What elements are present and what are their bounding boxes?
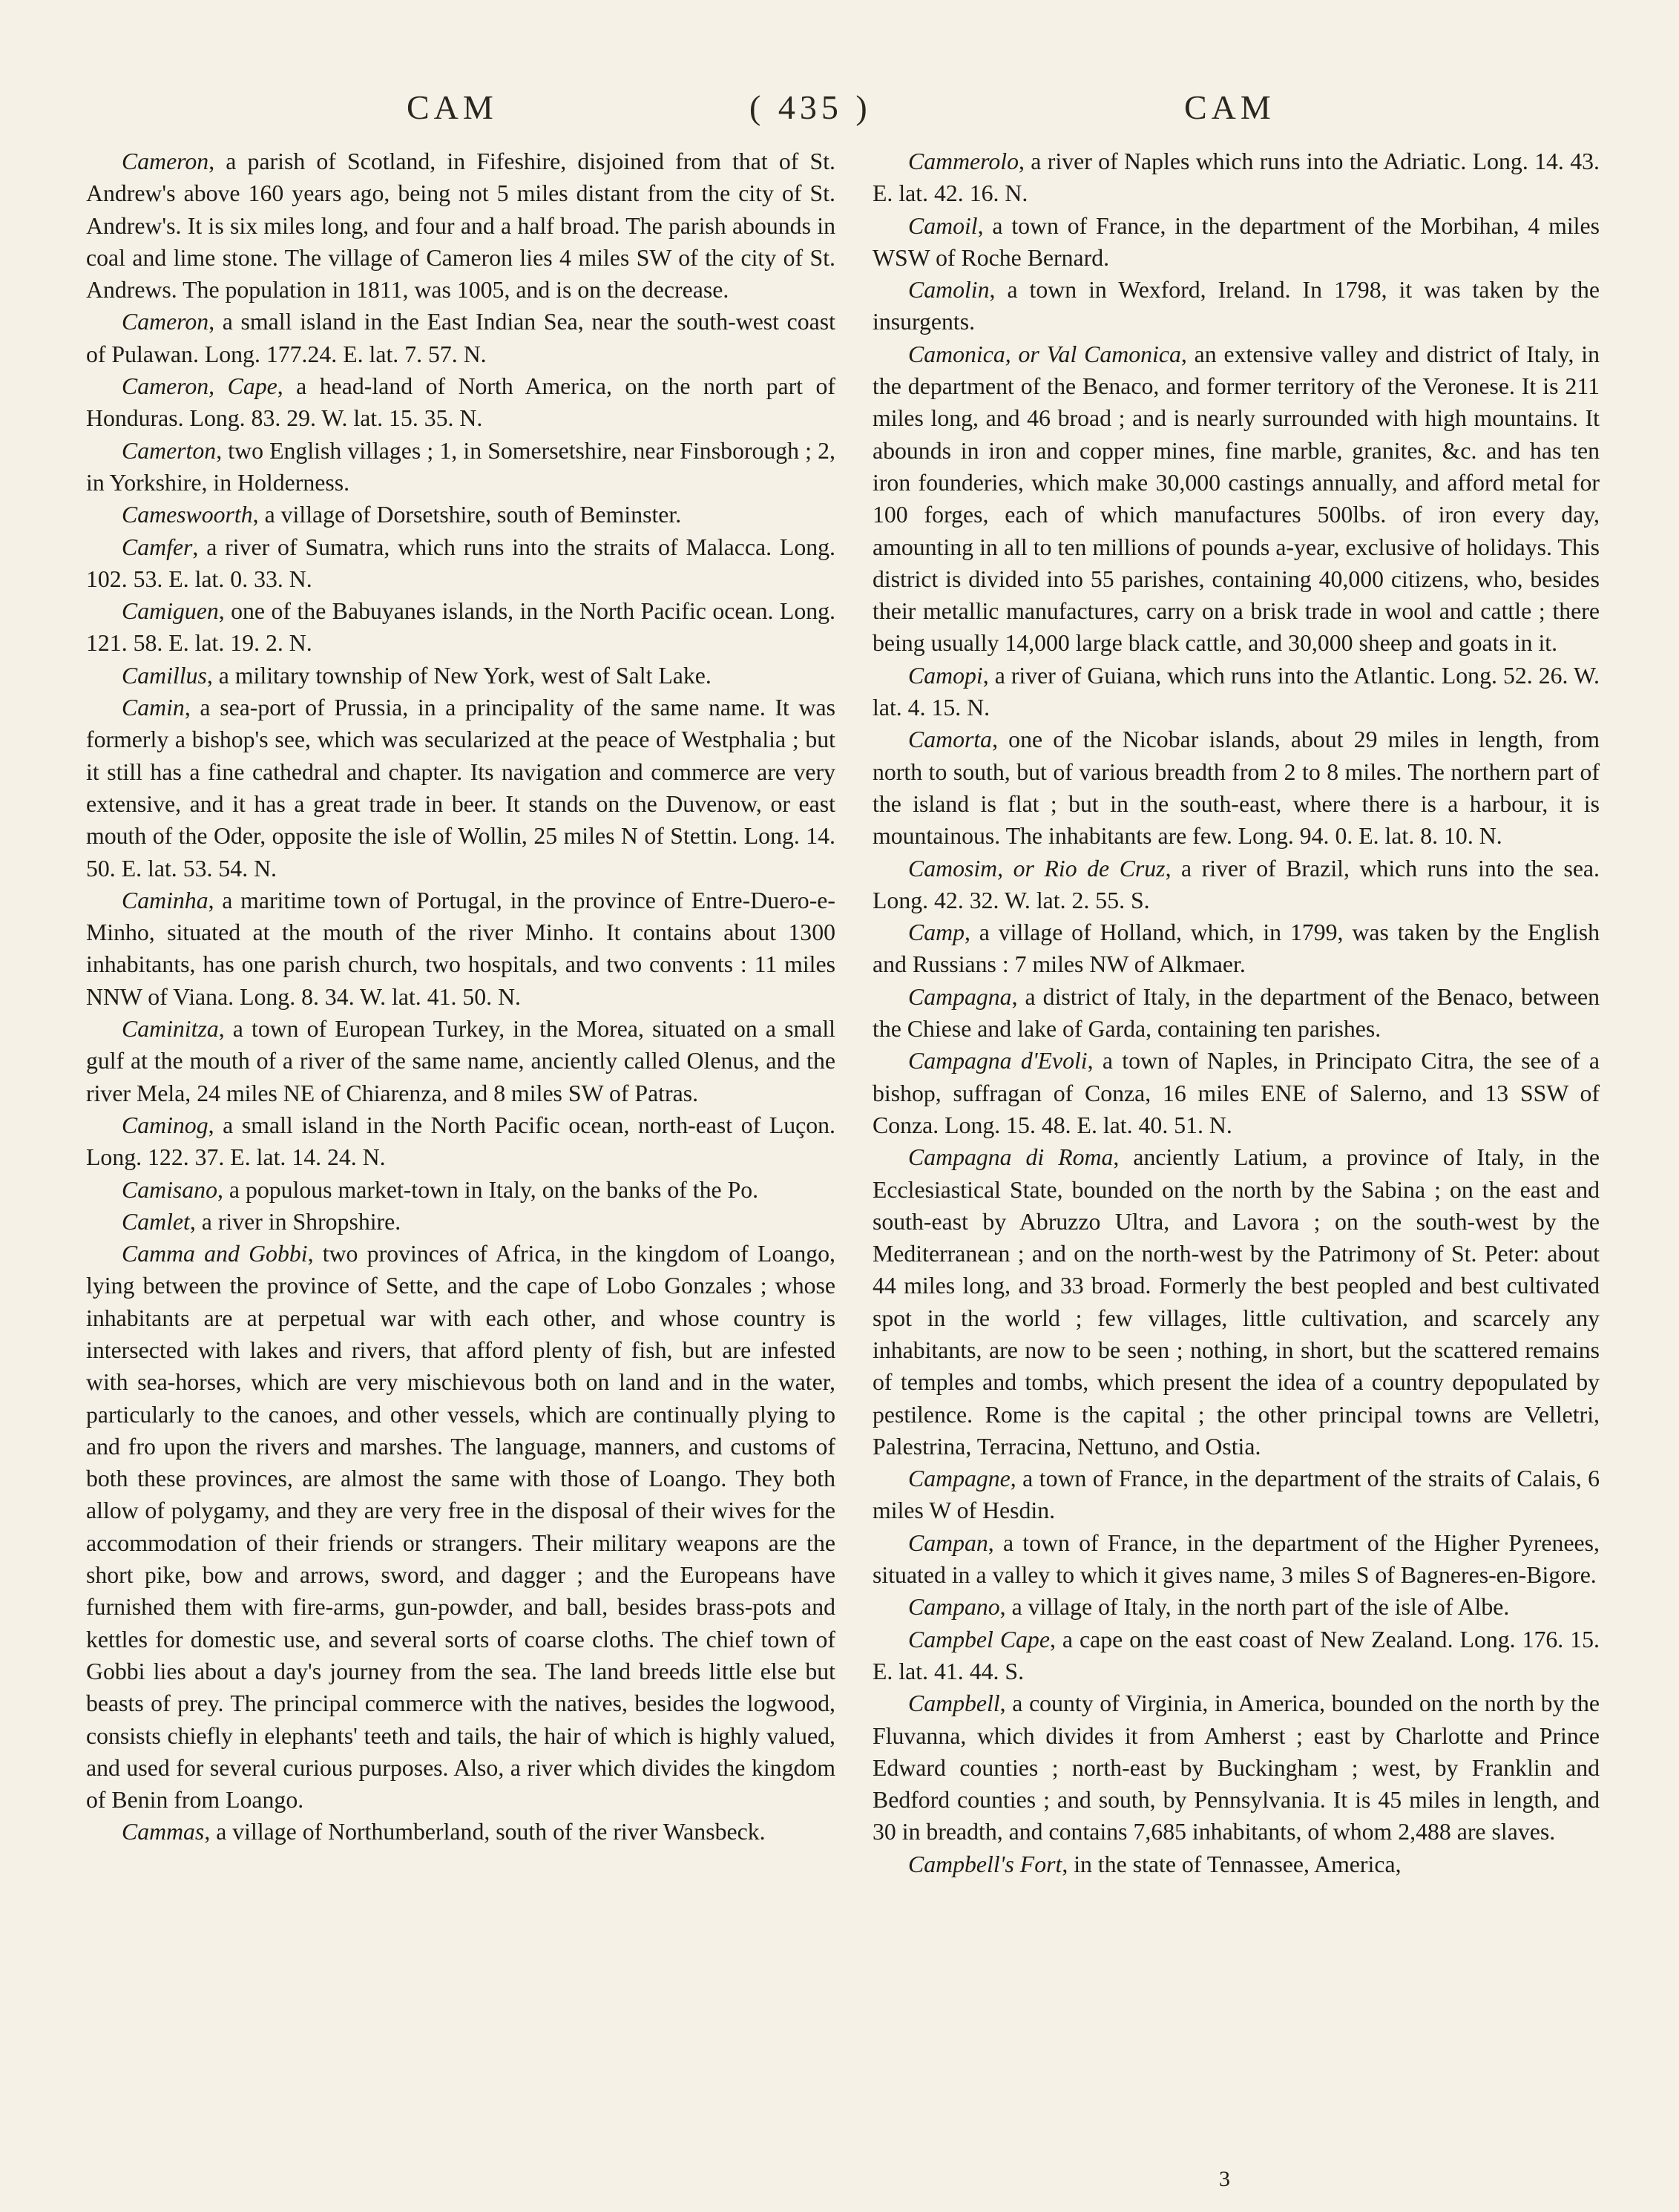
entry-headword: Camlet xyxy=(122,1208,190,1235)
entry-text: , a cape on the east coast of New Zealand. Long. 176. 15. E. lat. 41. 44. S. xyxy=(873,1626,1600,1684)
entry-text: , a river of Naples which runs into the Adriatic. Long. 14. 43. E. lat. 42. 16. N. xyxy=(873,148,1600,207)
dictionary-entry xyxy=(86,499,835,531)
entry-headword: Camfer xyxy=(122,534,193,560)
entry-headword: Camolin xyxy=(908,277,990,303)
dictionary-entry xyxy=(86,145,835,306)
entry-headword: Caminitza xyxy=(122,1016,219,1043)
dictionary-entry xyxy=(86,1238,835,1816)
entry-text: , a river of Guiana, which runs into the Atlantic. Long. 52. 26. W. lat. 4. 15. N. xyxy=(873,662,1600,721)
entry-headword: Caminog xyxy=(122,1112,208,1138)
dictionary-entry xyxy=(873,1463,1600,1527)
entry-text: , a village of Dorsetshire, south of Beminster. xyxy=(252,502,682,528)
entry-text: , a populous market-town in Italy, on the banks of the Po. xyxy=(217,1176,759,1203)
entry-headword: Campagne xyxy=(908,1466,1011,1492)
entry-text: , a town of Naples, in Principato Citra, the see of a bishop, suffragan of Conza, 16 miles ENE of Salerno, and 13 SSW of Conza. Long. 15. 48. E. lat. 40. 51. N. xyxy=(873,1048,1600,1138)
entry-headword: Caminha xyxy=(122,887,208,913)
entry-text: , two English villages ; 1, in Somersetshire, near Finsborough ; 2, in Yorkshire, in Holderness. xyxy=(86,437,835,496)
page-number: ( 435 ) xyxy=(749,88,872,126)
dictionary-entry xyxy=(86,1206,835,1238)
entry-text: , a sea-port of Prussia, in a principality of the same name. It was formerly a bishop's see, which was secularized at the peace of Westphalia ; but it still has a fine cathedral and chapter. Its navigation and commerce are very extensive, and it has a great trade in beer. It stands on the Duvenow, or east mouth of the Oder, opposite the isle of Wollin, 25 miles N of Stettin. Long. 14. 50. E. lat. 53. 54. N. xyxy=(86,695,835,882)
dictionary-entry xyxy=(86,435,835,499)
entry-headword: Camp xyxy=(908,919,965,946)
entry-headword: Camopi xyxy=(908,662,983,689)
dictionary-entry xyxy=(86,370,835,435)
entry-text: , a river of Brazil, which runs into the sea. Long. 42. 32. W. lat. 2. 55. S. xyxy=(873,855,1600,913)
dictionary-entry xyxy=(873,981,1600,1046)
entry-headword: Campagna xyxy=(908,983,1012,1010)
dictionary-entry xyxy=(873,660,1600,724)
entry-headword: Campagna di Roma xyxy=(908,1144,1114,1171)
dictionary-entry xyxy=(86,306,835,370)
entry-headword: Cammas xyxy=(122,1819,205,1845)
entry-text: , two provinces of Africa, in the kingdom of Loango, lying between the province of Sette, and the cape of Lobo Gonzales ; whose inhabitants are at perpetual war with each other, and whose country is intersected with lakes and rivers, that afford plenty of fish, but are infested with sea-horses, which are very mischievous both on land and in the water, particularly to the canoes, and other vessels, which are continually plying to and fro upon the rivers and marshes. The language, manners, and customs of both these provinces, are almost the same with those of Loango. They both allow of polygamy, and they are very free in the disposal of their wives for the accommodation of their friends or strangers. Their military weapons are the short pike, bow and arrows, sword, and dagger ; and the Europeans have furnished them with fire-arms, gun-powder, and ball, besides brass-pots and kettles for domestic use, and several sorts of coarse cloths. The chief town of Gobbi lies about a day's journey from the sea. The land breeds little else but beasts of prey. The principal commerce with the natives, besides the logwood, consists chiefly in elephants' teeth and tails, the hair of which is highly valued, and used for several curious purposes. Also, a river which divides the kingdom of Benin from Loango. xyxy=(86,1241,835,1814)
entry-headword: Camoil xyxy=(908,212,978,239)
entry-text: , one of the Nicobar islands, about 29 miles in length, from north to south, but of various breadth from 2 to 8 miles. The northern part of the island is flat ; but in the south-east, where there is a harbour, it is mountainous. The inhabitants are few. Long. 94. 0. E. lat. 8. 10. N. xyxy=(873,726,1600,850)
entry-headword: Cameron xyxy=(122,148,209,174)
dictionary-entry xyxy=(873,1591,1600,1623)
entry-headword: Camisano xyxy=(122,1176,217,1203)
entry-text: , a town of France, in the department of the straits of Calais, 6 miles W of Hesdin. xyxy=(873,1466,1600,1524)
entry-text: , a parish of Scotland, in Fifeshire, disjoined from that of St. Andrew's above 160 years ago, being not 5 miles distant from the city of St. Andrew's. It is six miles long, and four and a half broad. The parish abounds in coal and lime stone. The village of Cameron lies 4 miles SW of the city of St. Andrews. The population in 1811, was 1005, and is on the decrease. xyxy=(86,148,835,303)
entry-headword: Campbell's Fort xyxy=(908,1851,1062,1877)
entry-text: , anciently Latium, a province of Italy, in the Ecclesiastical State, bounded on the north by the Sabina ; on the east and south-east by Abruzzo Ultra, and Lavora ; on the south-west by the Mediterranean ; and on the north-west by the Patrimony of St. Peter: about 44 miles long, and 33 broad. Formerly the best peopled and best cultivated spot in the world ; few villages, little cultivation, and scarcely any inhabitants, are now to be seen ; nothing, in short, but the scattered remains of temples and tombs, which present the idea of a country depopulated by pestilence. Rome is the capital ; the other principal towns are Velletri, Palestrina, Terracina, Nettuno, and Ostia. xyxy=(873,1144,1600,1460)
entry-headword: Camonica, or Val Camonica xyxy=(908,341,1181,367)
entry-text: , a village of Italy, in the north part of the isle of Albe. xyxy=(999,1594,1510,1621)
entry-text: , a town of France, in the department of the Higher Pyrenees, situated in a valley to which it gives name, 3 miles S of Bagneres-en-Bigore. xyxy=(873,1529,1600,1589)
entry-headword: Campano xyxy=(908,1594,1000,1621)
entry-text: , a district of Italy, in the department of the Benaco, between the Chiese and lake of Garda, containing ten parishes. xyxy=(873,983,1600,1043)
entry-text: , a town of France, in the department of the Morbihan, 4 miles WSW of Roche Bernard. xyxy=(873,212,1600,271)
entry-text: , one of the Babuyanes islands, in the North Pacific ocean. Long. 121. 58. E. lat. 19. 2. N. xyxy=(86,598,835,657)
dictionary-entry xyxy=(86,885,835,1013)
dictionary-entry xyxy=(873,1848,1600,1880)
dictionary-entry xyxy=(873,1527,1600,1592)
entry-headword: Camorta xyxy=(908,726,993,753)
entry-text: , a river of Sumatra, which runs into the straits of Malacca. Long. 102. 53. E. lat. 0. 33. N. xyxy=(86,534,835,592)
entry-headword: Camin xyxy=(122,695,185,721)
entry-text: , in the state of Tennassee, America, xyxy=(1062,1851,1402,1877)
dictionary-entry xyxy=(86,660,835,692)
dictionary-entry xyxy=(86,1174,835,1206)
dictionary-entry xyxy=(873,210,1600,275)
dictionary-entry xyxy=(873,916,1600,981)
entry-text: , a military township of New York, west of Salt Lake. xyxy=(206,662,712,689)
entry-headword: Camosim, or Rio de Cruz xyxy=(908,855,1166,882)
entry-text: , a maritime town of Portugal, in the province of Entre-Duero-e-Minho, situated at the mouth of the river Minho. It contains about 1300 inhabitants, has one parish church, two hospitals, and two convents : 11 miles NNW of Viana. Long. 8. 34. W. lat. 41. 50. N. xyxy=(86,887,835,1010)
entry-text: , a village of Northumberland, south of the river Wansbeck. xyxy=(204,1819,766,1845)
entry-text: , a head-land of North America, on the north part of Honduras. Long. 83. 29. W. lat. 15. 35. N. xyxy=(86,373,835,432)
dictionary-entry xyxy=(873,1624,1600,1688)
dictionary-entry xyxy=(873,274,1600,338)
entry-text: , a small island in the East Indian Sea, near the south-west coast of Pulawan. Long. 177.24. E. lat. 7. 57. N. xyxy=(86,309,835,367)
entry-headword: Camillus xyxy=(122,662,207,689)
entry-headword: Campagna d'Evoli xyxy=(908,1048,1088,1074)
entry-text: , a town in Wexford, Ireland. In 1798, it was taken by the insurgents. xyxy=(873,277,1600,335)
entry-text: , a village of Holland, which, in 1799, was taken by the English and Russians : 7 miles NW of Alkmaer. xyxy=(873,919,1600,978)
entry-headword: Campbell xyxy=(908,1690,1000,1717)
entry-headword: Campbel Cape xyxy=(908,1626,1050,1653)
dictionary-entry xyxy=(86,531,835,596)
dictionary-entry xyxy=(873,1687,1600,1848)
signature-mark: 3 xyxy=(1219,2167,1230,2191)
dictionary-entry xyxy=(873,145,1600,210)
entry-headword: Camma and Gobbi xyxy=(122,1241,308,1267)
entry-text: , a town of European Turkey, in the Morea, situated on a small gulf at the mouth of a river of the same name, anciently called Olenus, and the river Mela, 24 miles NE of Chiarenza, and 8 miles SW of Patras. xyxy=(86,1016,835,1106)
entry-headword: Cameron xyxy=(122,309,209,335)
dictionary-entry xyxy=(873,1045,1600,1141)
entry-headword: Camerton xyxy=(122,437,217,464)
dictionary-entry xyxy=(873,338,1600,660)
entry-headword: Cammerolo xyxy=(908,148,1019,174)
running-head-left: CAM xyxy=(407,88,498,126)
entry-text: , a small island in the North Pacific ocean, north-east of Luçon. Long. 122. 37. E. lat. 14. 24. N. xyxy=(86,1112,835,1171)
entry-text: , a river in Shropshire. xyxy=(189,1208,401,1235)
entry-headword: Camiguen xyxy=(122,598,219,625)
right-column xyxy=(873,145,1600,1880)
entry-text: , an extensive valley and district of Italy, in the department of the Benaco, and former territory of the Veronese. It is 211 miles long, and 46 broad ; and is nearly surrounded with high mountains. It abounds in iron and copper mines, fine marble, granites, &c. and has ten iron founderies, which make 30,000 castings annually, and afford metal for 100 forges, each of which manufactures 500lbs. of iron every day, amounting in all to ten millions of pounds a-year, exclusive of holidays. This district is divided into 55 parishes, containing 40,000 citizens, who, besides their metallic manufactures, carry on a brisk trade in wool and cattle ; there being usually 14,000 large black cattle, and 30,000 sheep and goats in it. xyxy=(873,341,1600,657)
dictionary-entry xyxy=(86,1816,835,1848)
dictionary-entry xyxy=(86,595,835,660)
entry-headword: Cameron, Cape xyxy=(122,373,277,400)
dictionary-entry xyxy=(86,692,835,885)
dictionary-entry xyxy=(873,1141,1600,1463)
dictionary-entry xyxy=(86,1109,835,1174)
dictionary-entry xyxy=(873,723,1600,852)
entry-headword: Campan xyxy=(908,1529,988,1556)
left-column xyxy=(86,145,835,1848)
dictionary-entry xyxy=(873,853,1600,917)
entry-headword: Cameswoorth xyxy=(122,502,253,528)
entry-text: , a county of Virginia, in America, bounded on the north by the Fluvanna, which divides it from Amherst ; east by Charlotte and Prince Edward counties ; north-east by Buckingham ; west, by Franklin and Bedford counties ; and south, by Pennsylvania. It is 45 miles in length, and 30 in breadth, and contains 7,685 inhabitants, of whom 2,488 are slaves. xyxy=(873,1690,1600,1845)
running-head-right: CAM xyxy=(1184,88,1275,126)
dictionary-entry xyxy=(86,1013,835,1109)
